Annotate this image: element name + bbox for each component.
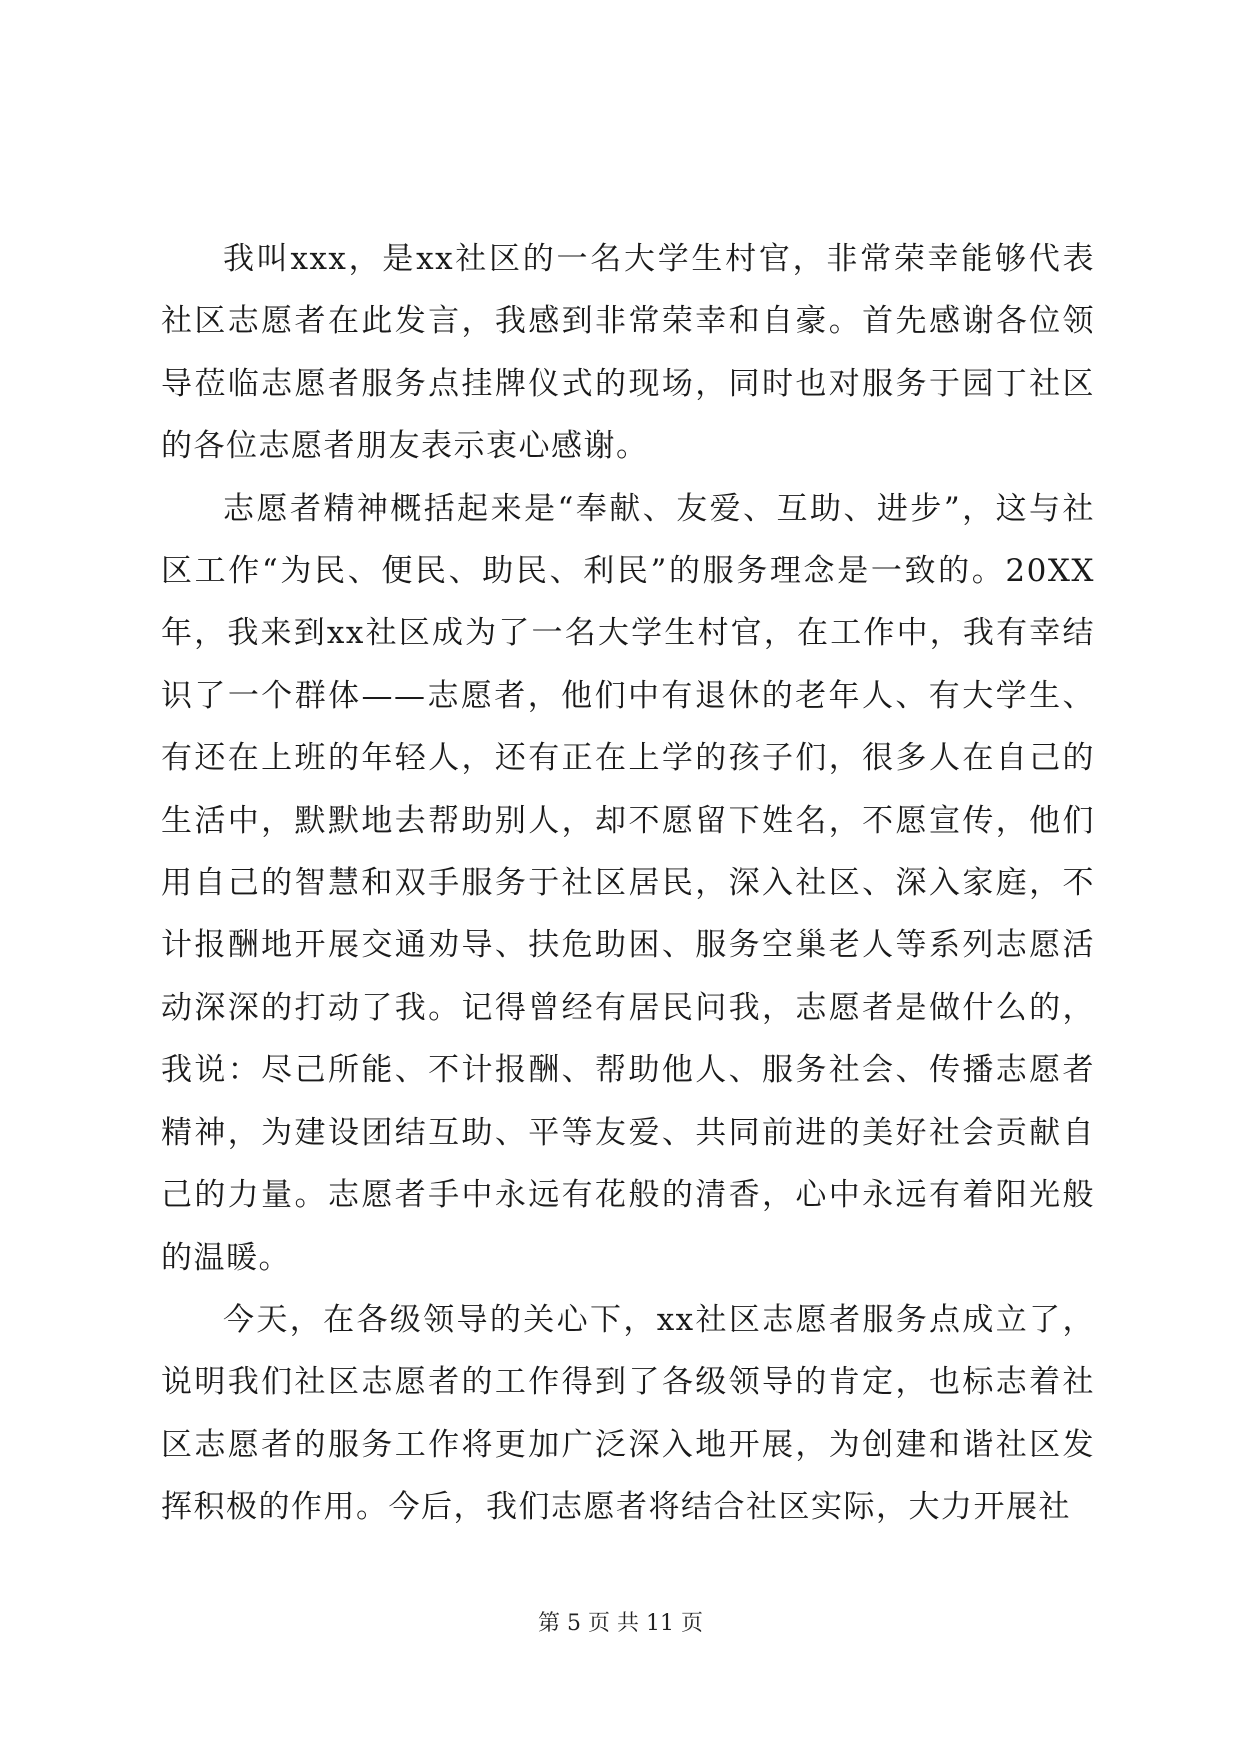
document-body [161,228,1095,1539]
paragraph-service-point: 今天，在各级领导的关心下，xx社区志愿者服务点成立了，说明我们社区志愿者的工作得到了各级领导的肯定，也标志着社区志愿者的服务工作将更加广泛深入地开展，为创建和谐社区发挥积极的作用。今后，我们志愿者将结合社区实际，大力开展社 [161,1301,1095,1526]
paragraph-volunteer-spirit: 志愿者精神概括起来是“奉献、友爱、互助、进步”，这与社区工作“为民、便民、助民、利民”的服务理念是一致的。20XX年，我来到xx社区成为了一名大学生村官，在工作中，我有幸结识了一个群体——志愿者，他们中有退休的老年人、有大学生、有还在上班的年轻人，还有正在上学的孩子们，很多人在自己的生活中，默默地去帮助别人，却不愿留下姓名，不愿宣传，他们用自己的智慧和双手服务于社区居民，深入社区、深入家庭，不计报酬地开展交通劝导、扶危助困、服务空巢老人等系列志愿活动深深的打动了我。记得曾经有居民问我，志愿者是做什么的，我说：尽己所能、不计报酬、帮助他人、服务社会、传播志愿者精神，为建设团结互助、平等友爱、共同前进的美好社会贡献自己的力量。志愿者手中永远有花般的清香，心中永远有着阳光般的温暖。 [161,490,1095,1276]
page-number: 第 5 页 共 11 页 [538,1611,703,1636]
paragraph-intro: 我叫xxx，是xx社区的一名大学生村官，非常荣幸能够代表社区志愿者在此发言，我感到非常荣幸和自豪。首先感谢各位领导莅临志愿者服务点挂牌仪式的现场，同时也对服务于园丁社区的各位志愿者朋友表示衷心感谢。 [161,241,1095,465]
